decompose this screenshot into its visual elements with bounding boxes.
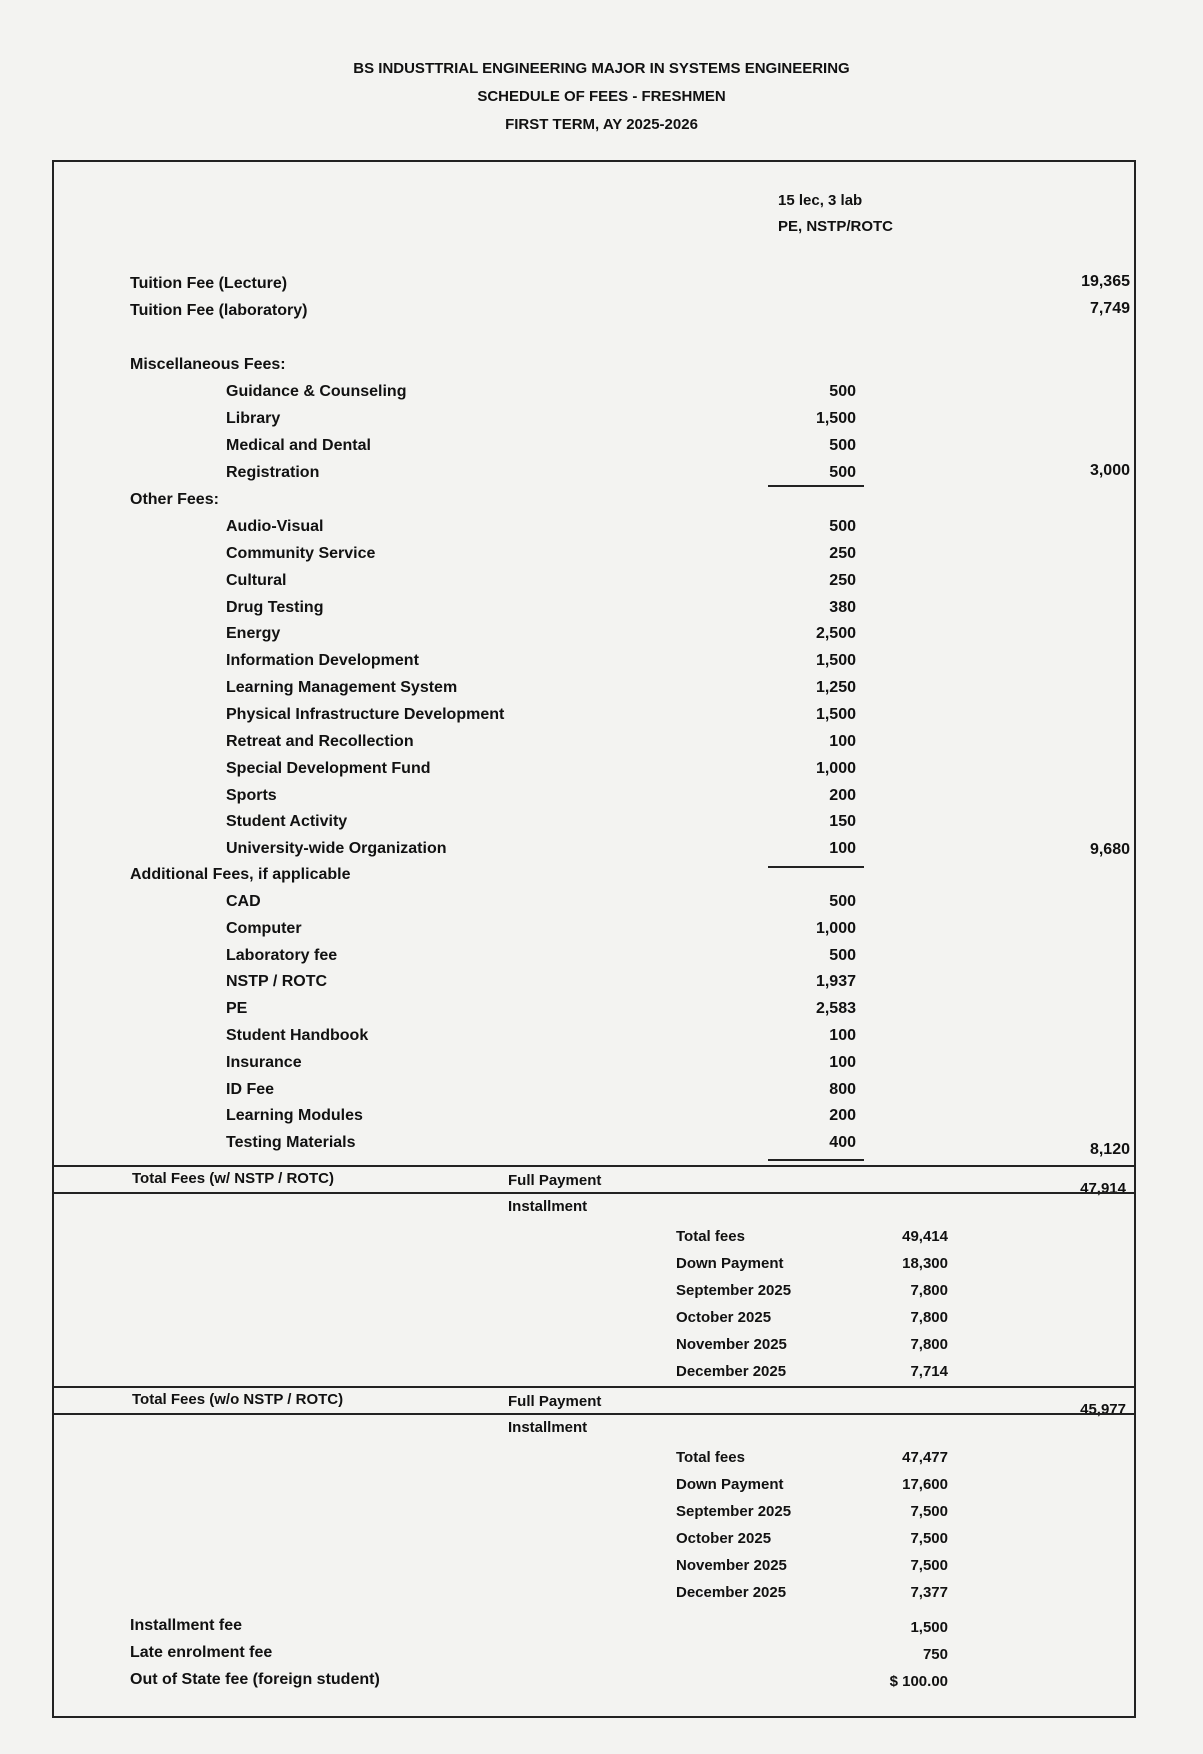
without-installment-item-amount: 7,377 [910, 1584, 948, 1601]
divider-without-top [52, 1386, 1136, 1388]
misc-fee-item-amount: 500 [829, 383, 856, 400]
without-installment-item-label: November 2025 [676, 1557, 787, 1574]
other-fee-item-label: Audio-Visual [226, 518, 324, 535]
with-installment-item-amount: 7,714 [910, 1363, 948, 1380]
additional-fee-item-label: Computer [226, 919, 302, 937]
without-installment-item-amount: 7,500 [910, 1557, 948, 1574]
tuition-lecture-label: Tuition Fee (Lecture) [130, 275, 288, 292]
other-fee-item-label: Information Development [226, 652, 419, 670]
additional-fee-item-label: PE [226, 1000, 248, 1018]
with-installment-item-label: December 2025 [676, 1363, 787, 1380]
additional-underline [768, 1159, 864, 1161]
other-fee-item-label: Sports [226, 786, 277, 804]
extra-fee-amount: 1,500 [910, 1619, 948, 1636]
without-full-payment-total: 45,977 [1080, 1401, 1126, 1418]
without-full-payment-label: Full Payment [508, 1393, 602, 1410]
without-installment-item-amount: 7,500 [910, 1530, 948, 1547]
with-installment-item-amount: 18,300 [902, 1255, 948, 1272]
other-underline [768, 866, 864, 868]
tuition-lab-total: 7,749 [1089, 300, 1130, 317]
other-fee-item-amount: 1,250 [815, 679, 856, 697]
without-installment-item-amount: 47,477 [902, 1449, 948, 1466]
other-fee-item-label: Learning Management System [226, 679, 458, 697]
additional-fee-item-amount: 200 [829, 1107, 856, 1125]
other-fee-item-amount: 380 [829, 598, 856, 616]
misc-fee-item-label: Guidance & Counseling [226, 383, 407, 400]
tuition-lab-label: Tuition Fee (laboratory) [130, 302, 308, 319]
with-installment-item-label: September 2025 [676, 1282, 792, 1299]
load-units: 15 lec, 3 lab [778, 192, 863, 209]
extra-fee-label: Installment fee [130, 1617, 243, 1634]
additional-fee-item-amount: 800 [829, 1080, 856, 1098]
divider-without-bottom [52, 1413, 1136, 1415]
other-fee-item-amount: 500 [829, 518, 856, 535]
total-without-nstp-label: Total Fees (w/o NSTP / ROTC) [132, 1391, 344, 1408]
with-installment-item-label: Down Payment [676, 1255, 784, 1272]
with-installment-item-label: November 2025 [676, 1336, 787, 1353]
misc-fee-item-amount: 500 [829, 437, 856, 454]
misc-fees-total: 3,000 [1089, 462, 1130, 479]
misc-fee-item-label: Library [226, 410, 281, 427]
other-fee-item-label: Special Development Fund [226, 759, 431, 777]
without-installment-label: Installment [508, 1419, 588, 1436]
other-fee-item-label: Student Activity [226, 813, 348, 831]
divider-with-bottom [52, 1192, 1136, 1194]
additional-fee-item-label: Student Handbook [226, 1027, 369, 1044]
without-installment-item-amount: 17,600 [902, 1476, 948, 1493]
other-fee-item-amount: 150 [829, 813, 856, 831]
with-full-payment-total: 47,914 [1080, 1180, 1126, 1197]
without-installment-item-label: October 2025 [676, 1530, 772, 1547]
other-fees-total: 9,680 [1089, 841, 1130, 858]
other-fee-item-label: Drug Testing [226, 598, 324, 616]
misc-fee-item-label: Medical and Dental [226, 437, 371, 454]
extra-fee-label: Out of State fee (foreign student) [130, 1671, 380, 1688]
additional-fee-item-amount: 2,583 [815, 1000, 856, 1018]
additional-fee-item-label: CAD [226, 893, 261, 910]
fee-table-frame [52, 160, 1136, 1718]
without-installment-item-amount: 7,500 [910, 1503, 948, 1520]
additional-fee-item-amount: 400 [829, 1134, 856, 1152]
additional-fee-item-amount: 100 [829, 1027, 856, 1044]
total-with-nstp-label: Total Fees (w/ NSTP / ROTC) [132, 1170, 334, 1187]
additional-fee-item-label: Testing Materials [226, 1134, 356, 1152]
misc-fee-item-amount: 1,500 [815, 410, 856, 427]
without-installment-item-label: Total fees [676, 1449, 745, 1466]
other-fee-item-label: Cultural [226, 571, 287, 589]
other-fee-item-amount: 250 [829, 544, 856, 562]
additional-fee-item-label: NSTP / ROTC [226, 973, 328, 991]
with-installment-item-amount: 7,800 [910, 1336, 948, 1353]
extra-fee-label: Late enrolment fee [130, 1644, 273, 1661]
extra-fee-amount: 750 [922, 1646, 948, 1663]
with-installment-item-amount: 49,414 [902, 1228, 948, 1245]
additional-fee-item-amount: 500 [829, 893, 856, 910]
additional-fee-item-label: Insurance [226, 1053, 302, 1071]
additional-fee-item-amount: 100 [829, 1053, 856, 1071]
divider-with-top [52, 1165, 1136, 1167]
other-fee-item-amount: 200 [829, 786, 856, 804]
other-fee-item-amount: 250 [829, 571, 856, 589]
with-installment-label: Installment [508, 1198, 588, 1215]
other-fees-title: Other Fees: [130, 491, 219, 508]
without-installment-item-label: Down Payment [676, 1476, 784, 1493]
other-fee-item-amount: 1,500 [815, 705, 856, 723]
other-fee-item-label: Community Service [226, 544, 376, 562]
without-installment-item-label: September 2025 [676, 1503, 792, 1520]
load-subjects: PE, NSTP/ROTC [778, 218, 894, 235]
document-term: FIRST TERM, AY 2025-2026 [505, 116, 698, 133]
additional-fee-item-amount: 1,000 [815, 919, 856, 937]
tuition-lecture-total: 19,365 [1081, 273, 1130, 290]
other-fee-item-label: Energy [226, 625, 281, 643]
misc-fee-item-label: Registration [226, 464, 320, 481]
other-fee-item-amount: 1,500 [815, 652, 856, 670]
with-installment-item-label: October 2025 [676, 1309, 772, 1326]
additional-fee-item-amount: 1,937 [815, 973, 856, 991]
other-fee-item-label: Physical Infrastructure Development [226, 705, 505, 723]
additional-fee-item-amount: 500 [829, 946, 856, 964]
additional-fee-item-label: ID Fee [226, 1080, 275, 1098]
other-fee-item-amount: 2,500 [815, 625, 856, 643]
with-installment-item-amount: 7,800 [910, 1282, 948, 1299]
additional-fee-item-label: Learning Modules [226, 1107, 363, 1125]
document-subtitle: SCHEDULE OF FEES - FRESHMEN [477, 88, 726, 105]
with-full-payment-label: Full Payment [508, 1172, 602, 1189]
with-installment-item-amount: 7,800 [910, 1309, 948, 1326]
misc-fees-title: Miscellaneous Fees: [130, 356, 286, 373]
document-title: BS INDUSTTRIAL ENGINEERING MAJOR IN SYSTEMS ENGINEERING [353, 60, 850, 77]
other-fee-item-amount: 100 [829, 840, 856, 858]
without-installment-item-label: December 2025 [676, 1584, 787, 1601]
other-fee-item-amount: 1,000 [815, 759, 856, 777]
additional-fee-item-label: Laboratory fee [226, 946, 338, 964]
other-fee-item-amount: 100 [829, 732, 856, 750]
misc-fee-item-amount: 500 [829, 464, 856, 481]
additional-fees-title: Additional Fees, if applicable [130, 866, 351, 883]
other-fee-item-label: Retreat and Recollection [226, 732, 414, 750]
additional-fees-total: 8,120 [1089, 1141, 1130, 1158]
misc-underline [768, 485, 864, 487]
other-fee-item-label: University-wide Organization [226, 840, 447, 858]
extra-fee-amount: $ 100.00 [889, 1673, 948, 1690]
with-installment-item-label: Total fees [676, 1228, 745, 1245]
